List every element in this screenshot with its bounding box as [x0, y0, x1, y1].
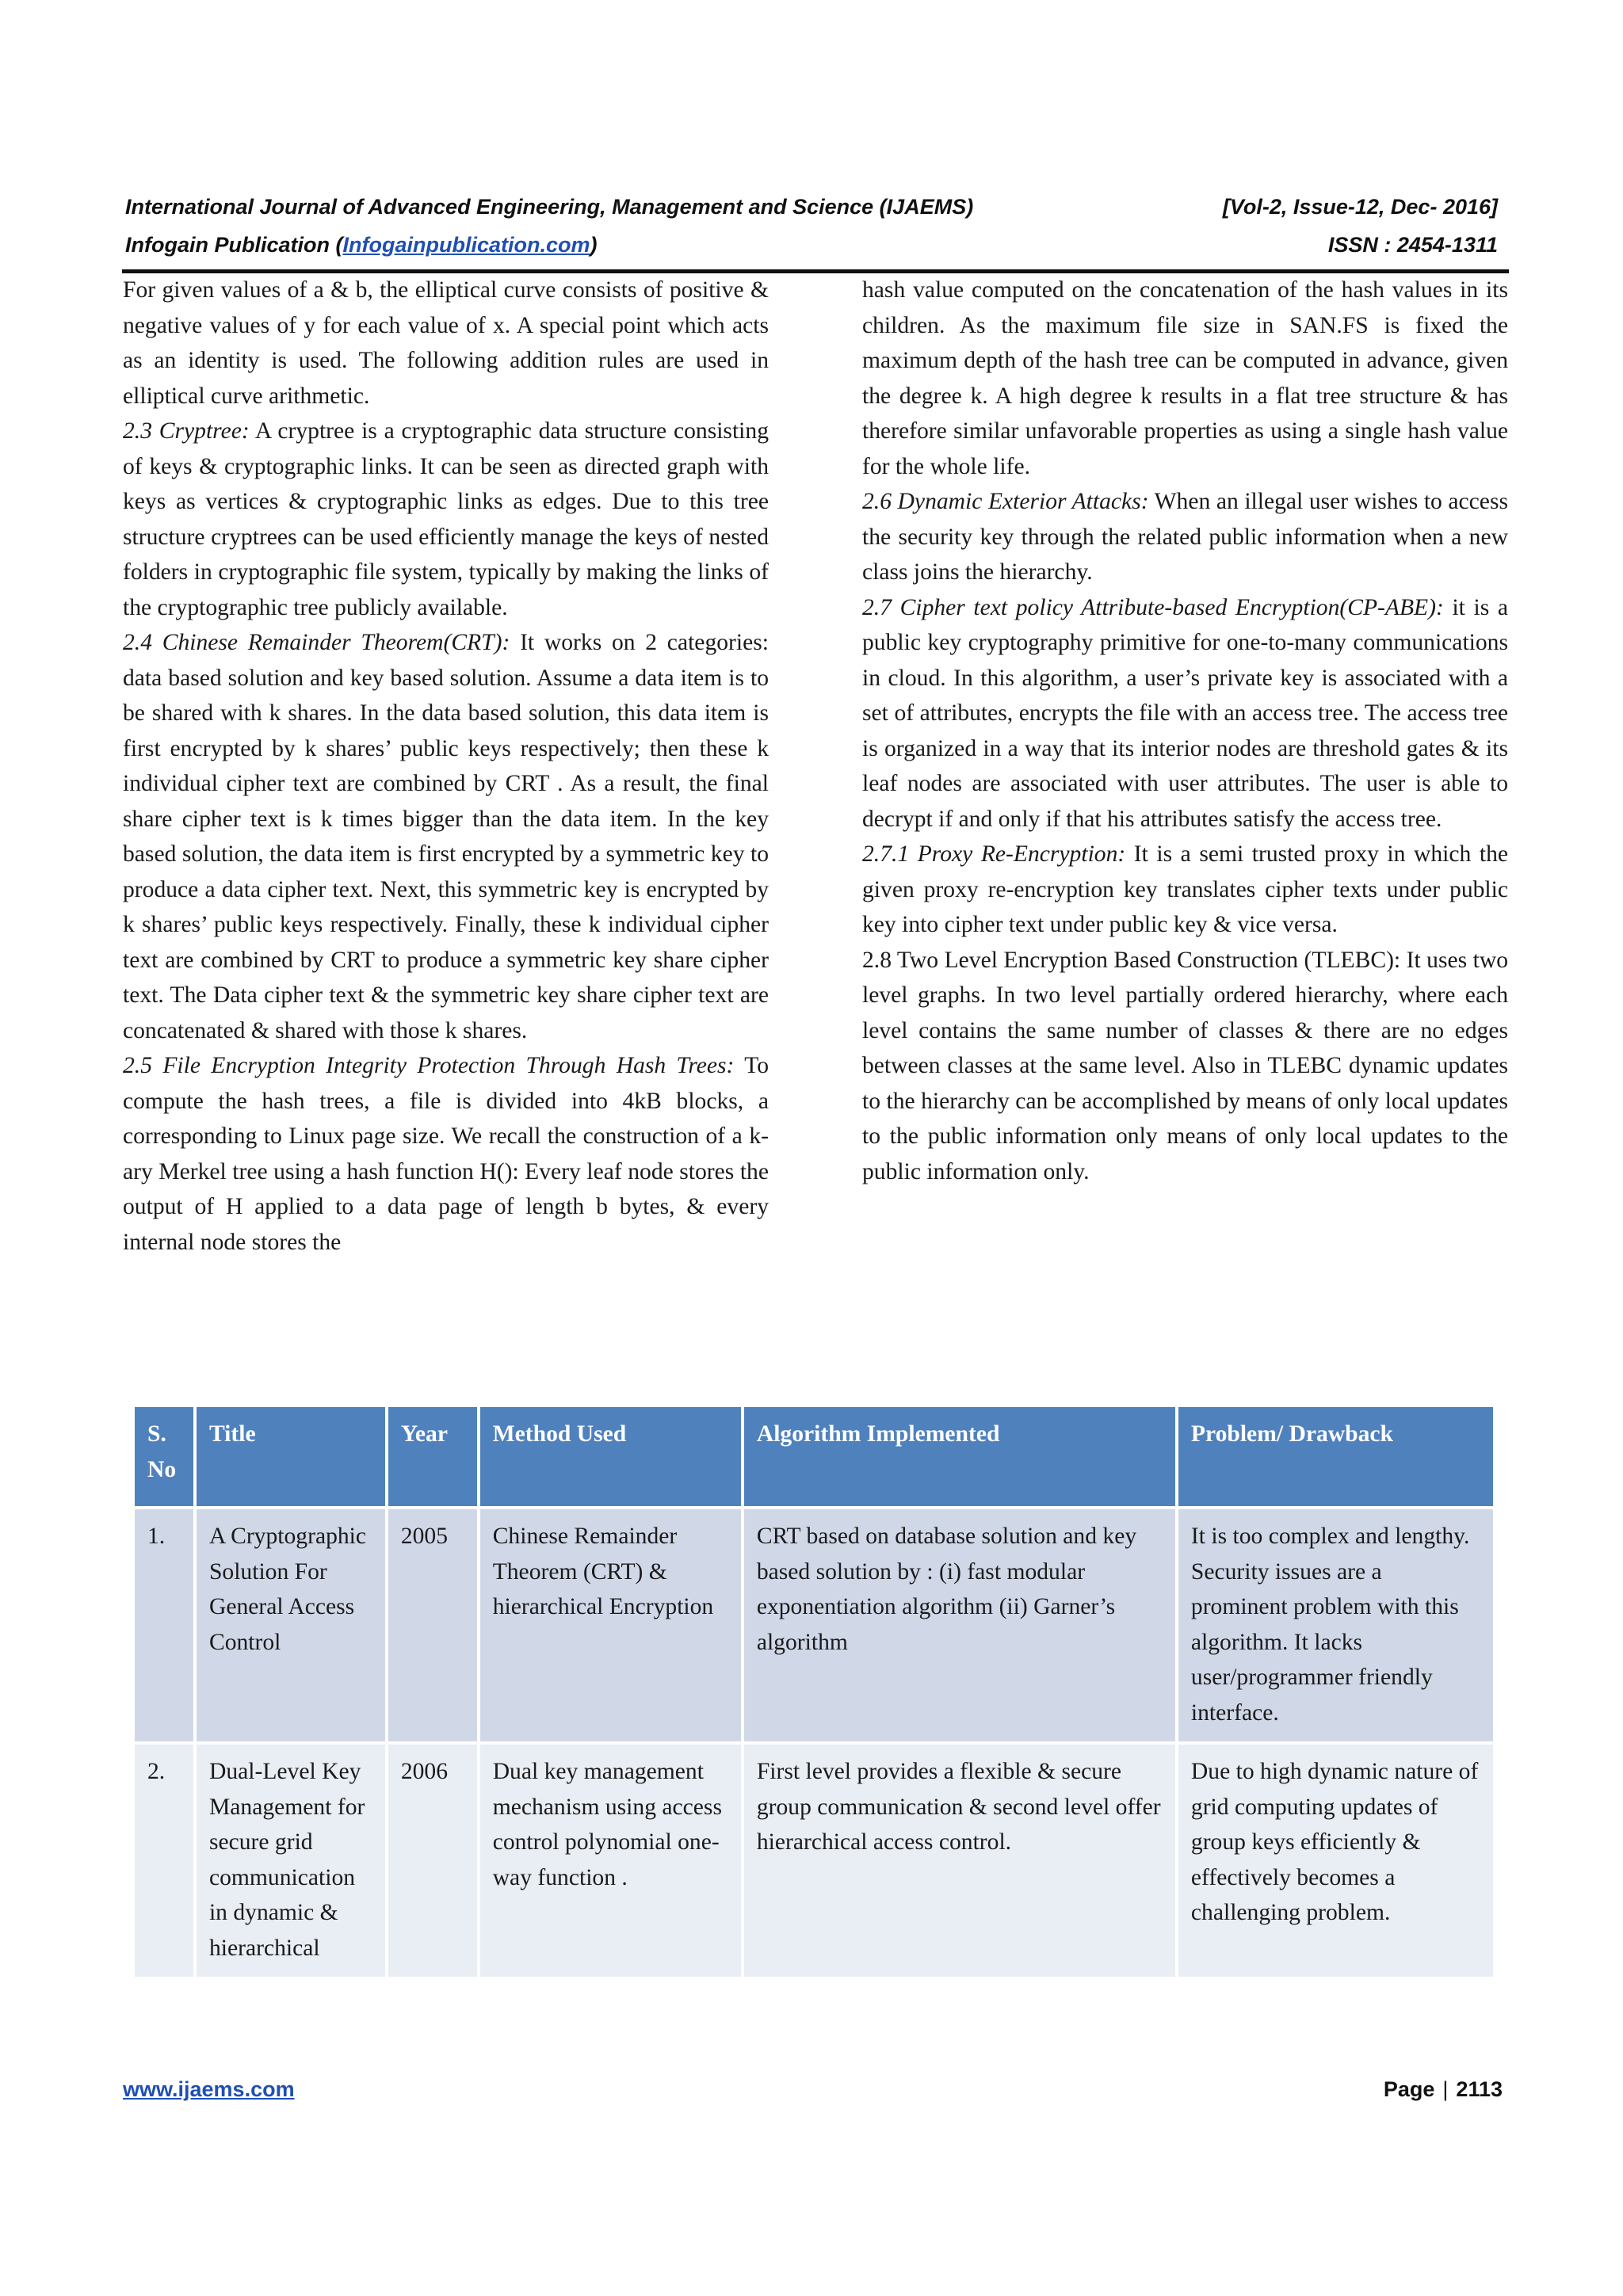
page-separator: |: [1442, 2077, 1449, 2101]
left-column: [123, 273, 769, 1260]
section-heading: 2.7.1 Proxy Re-Encryption:: [862, 841, 1126, 867]
section-heading: 2.4 Chinese Remainder Theorem(CRT):: [123, 630, 510, 655]
issn: ISSN : 2454-1311: [1327, 233, 1498, 257]
cell-problem: It is too complex and lengthy. Security issues are a prominent problem with this algorithm. It lacks user/programmer friendly interface.: [1178, 1509, 1493, 1741]
section-heading: 2.7 Cipher text policy Attribute-based Encryption(CP-ABE):: [862, 594, 1444, 620]
journal-title: International Journal of Advanced Engineering, Management and Science (IJAEMS): [125, 195, 974, 219]
cell-title: A Cryptographic Solution For General Access Control: [197, 1509, 385, 1741]
publisher-prefix: Infogain Publication (: [125, 233, 343, 257]
running-header: [125, 195, 1498, 219]
paragraph-hash-trees: 2.5 File Encryption Integrity Protection Through Hash Trees: To compute the hash trees, a file is divided into 4kB blocks, a corresponding to Linux page size. We recall the construction of a k-ary Merkel tree using a hash function H(): Every leaf node stores the output of H applied to a data page of length b bytes, & every internal node stores the: [123, 1053, 769, 1255]
publisher-link[interactable]: Infogainpublication.com: [342, 233, 590, 257]
header-problem: Problem/ Drawback: [1178, 1407, 1493, 1506]
cell-sno: 2.: [135, 1745, 193, 1977]
paragraph-proxy-reencryption: 2.7.1 Proxy Re-Encryption: It is a semi trusted proxy in which the given proxy re-encryption key translates cipher texts under public key into cipher text under public key & vice versa.: [862, 841, 1509, 937]
comparison-table: [132, 1404, 1496, 1980]
header-method: Method Used: [480, 1407, 741, 1506]
table-row: [135, 1509, 1493, 1741]
paragraph-cp-abe: 2.7 Cipher text policy Attribute-based Encryption(CP-ABE): it is a public key cryptography primitive for one-to-many communications in cloud. In this algorithm, a user’s private key is associated with a set of attributes, encrypts the file with an access tree. The access tree is organized in a way that its interior nodes are threshold gates & its leaf nodes are associated with user attributes. The user is able to decrypt if and only if that his attributes satisfy the access tree.: [862, 594, 1509, 832]
publisher-line: [125, 233, 1498, 257]
section-heading: 2.6 Dynamic Exterior Attacks:: [862, 489, 1149, 514]
paragraph-dynamic-attacks: 2.6 Dynamic Exterior Attacks: When an illegal user wishes to access the security key through the related public information when a new class joins the hierarchy.: [862, 489, 1508, 585]
paragraph-elliptic-curve: For given values of a & b, the elliptical curve consists of positive & negative values of y for each value of x. A special point which acts as an identity is used. The following addition rules are used in elliptical curve arithmetic.: [123, 277, 769, 409]
cell-algorithm: First level provides a flexible & secure group communication & second level offer hierarchical access control.: [744, 1745, 1175, 1977]
volume-info: [Vol-2, Issue-12, Dec- 2016]: [1222, 195, 1498, 219]
header-algorithm: Algorithm Implemented: [744, 1407, 1175, 1506]
header-title: Title: [197, 1407, 385, 1506]
table-row: [135, 1745, 1493, 1977]
website-link[interactable]: www.ijaems.com: [123, 2077, 295, 2101]
cell-method: Chinese Remainder Theorem (CRT) & hierarchical Encryption: [480, 1509, 741, 1741]
page-number: 2113: [1456, 2077, 1503, 2101]
page-number-block: [1384, 2077, 1503, 2102]
cell-title: Dual-Level Key Management for secure grid communication in dynamic & hierarchical: [197, 1745, 385, 1977]
cell-problem: Due to high dynamic nature of grid computing updates of group keys efficiently & effectively becomes a challenging problem.: [1178, 1745, 1493, 1977]
page-label: Page: [1383, 2077, 1435, 2101]
table-header-row: [135, 1407, 1493, 1506]
cell-sno: 1.: [135, 1509, 193, 1741]
right-column: [862, 273, 1508, 1189]
section-heading: 2.3 Cryptree:: [123, 418, 250, 444]
cell-algorithm: CRT based on database solution and key based solution by : (i) fast modular exponentiation algorithm (ii) Garner’s algorithm: [744, 1509, 1175, 1741]
cell-year: 2005: [388, 1509, 477, 1741]
publisher-suffix: ): [590, 233, 598, 257]
cell-method: Dual key management mechanism using access control polynomial one-way function .: [480, 1745, 741, 1977]
section-heading: 2.5 File Encryption Integrity Protection Through Hash Trees:: [123, 1053, 735, 1078]
header-sno: S. No: [135, 1407, 193, 1506]
paragraph-tlebc: 2.8 Two Level Encryption Based Construction (TLEBC): It uses two level graphs. In two level partially ordered hierarchy, where each level contains the same number of classes & there are no edges between classes at the same level. Also in TLEBC dynamic updates to the hierarchy can be accomplished by means of only local updates to the public information only means of only local updates to the public information only.: [862, 947, 1508, 1184]
cell-year: 2006: [388, 1745, 477, 1977]
header-year: Year: [388, 1407, 477, 1506]
paragraph-cryptree: 2.3 Cryptree: A cryptree is a cryptographic data structure consisting of keys & cryptographic links. It can be seen as directed graph with keys as vertices & cryptographic links as edges. Due to this tree structure cryptrees can be used efficiently manage the keys of nested folders in cryptographic file system, typically by making the links of the cryptographic tree publicly available.: [123, 418, 769, 620]
paragraph-crt: 2.4 Chinese Remainder Theorem(CRT): It works on 2 categories: data based solution and key based solution. Assume a data item is to be shared with k shares. In the data based solution, this data item is first encrypted by k shares’ public keys respectively; then these k individual cipher text are combined by CRT . As a result, the final share cipher text is k times bigger than the data item. In the key based solution, the data item is first encrypted by a symmetric key to produce a data cipher text. Next, this symmetric key is encrypted by k shares’ public keys respectively. Finally, these k individual cipher text are combined by CRT to produce a symmetric key share cipher text. The Data cipher text & the symmetric key share cipher text are concatenated & shared with those k shares.: [123, 630, 769, 1043]
paragraph-hash-value: hash value computed on the concatenation of the hash values in its children. As the maximum file size in SAN.FS is fixed the maximum depth of the hash tree can be computed in advance, given the degree k. A high degree k results in a flat tree structure & has therefore similar unfavorable properties as using a single hash value for the whole life.: [862, 277, 1508, 479]
